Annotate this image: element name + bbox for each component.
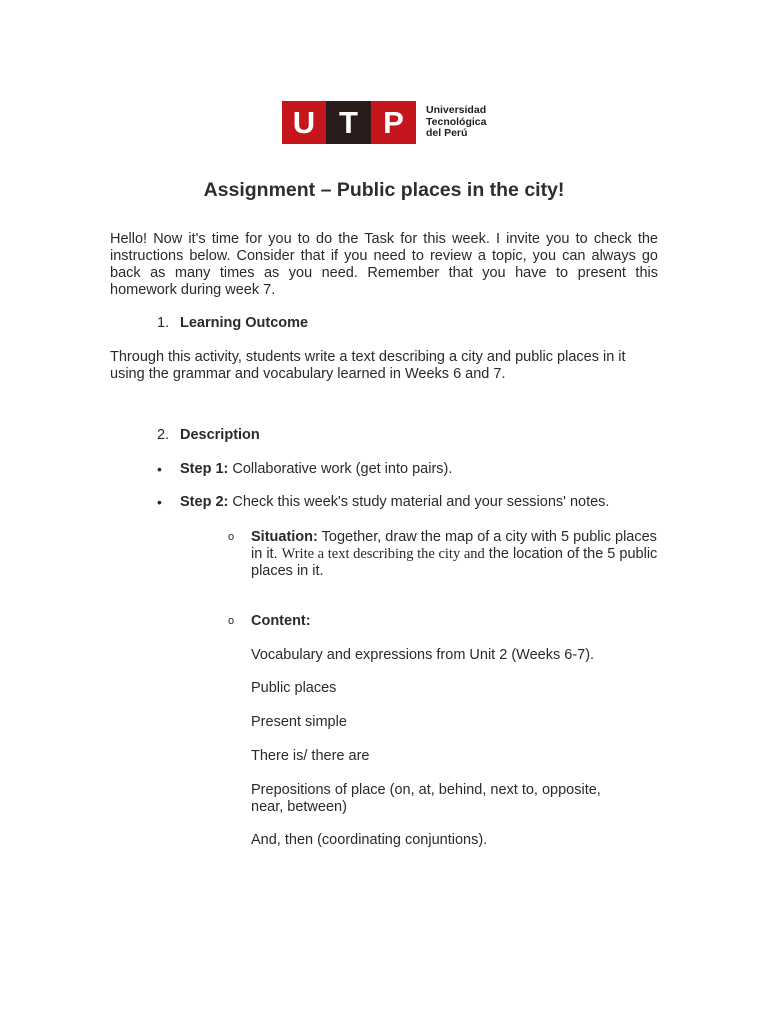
content-line: Vocabulary and expressions from Unit 2 (Weeks 6-7). — [251, 647, 595, 663]
content-line: Present simple — [251, 714, 347, 730]
logo-letter-p: P — [371, 101, 416, 144]
content-line: There is/ there are — [251, 748, 370, 764]
circle-bullet-icon: o — [228, 531, 235, 543]
logo-letter-t: T — [326, 101, 371, 144]
step-1-item — [157, 461, 667, 478]
step-2-item — [157, 494, 667, 511]
section-title: Learning Outcome — [180, 315, 309, 331]
content-item — [228, 613, 658, 630]
content-label: Content: — [251, 613, 311, 629]
logo-letter-u: U — [282, 101, 326, 144]
situation-label: Situation: — [251, 529, 318, 545]
situation-text-a: Together, draw the map of a city with 5 public places in it. — [251, 529, 657, 562]
step-text: Check this week's study material and your sessions' notes. — [228, 494, 610, 510]
bullet-icon: • — [157, 494, 162, 510]
bullet-icon: • — [157, 461, 162, 477]
logo-text-line-1: Universidad — [426, 104, 487, 117]
section-title: Description — [180, 427, 260, 443]
logo-text-line-2: Tecnológica — [426, 115, 487, 128]
utp-logo — [282, 101, 486, 144]
section-2-heading — [157, 427, 260, 444]
section-number: 1. — [157, 315, 170, 331]
circle-bullet-icon: o — [228, 615, 235, 627]
content-line: Prepositions of place (on, at, behind, next to, opposite, near, between) — [251, 782, 601, 815]
section-1-heading — [157, 315, 308, 332]
situation-text-serif: Write a text describing the city and — [281, 546, 485, 562]
step-text: Collaborative work (get into pairs). — [228, 461, 453, 477]
situation-item — [228, 529, 658, 580]
content-line: Public places — [251, 680, 337, 696]
intro-paragraph: Hello! Now it's time for you to do the Task for this week. I invite you to check the instructions below. Consider that if you need to review a topic, you can always go back as many times as you need. Remember that you have to present this homework during week 7. — [110, 231, 658, 298]
step-label: Step 1: — [180, 461, 229, 477]
logo-text-line-3: del Perú — [426, 127, 468, 140]
situation-text-b: the location of the 5 public places in it. — [251, 546, 658, 579]
section-number: 2. — [157, 427, 170, 443]
logo-university-name — [426, 101, 486, 144]
learning-outcome-paragraph: Through this activity, students write a text describing a city and public places in it using the grammar and vocabulary learned in Weeks 6 and 7. — [110, 349, 626, 382]
content-line: And, then (coordinating conjuntions). — [251, 832, 488, 848]
document-title: Assignment – Public places in the city! — [203, 179, 565, 201]
step-label: Step 2: — [180, 494, 229, 510]
